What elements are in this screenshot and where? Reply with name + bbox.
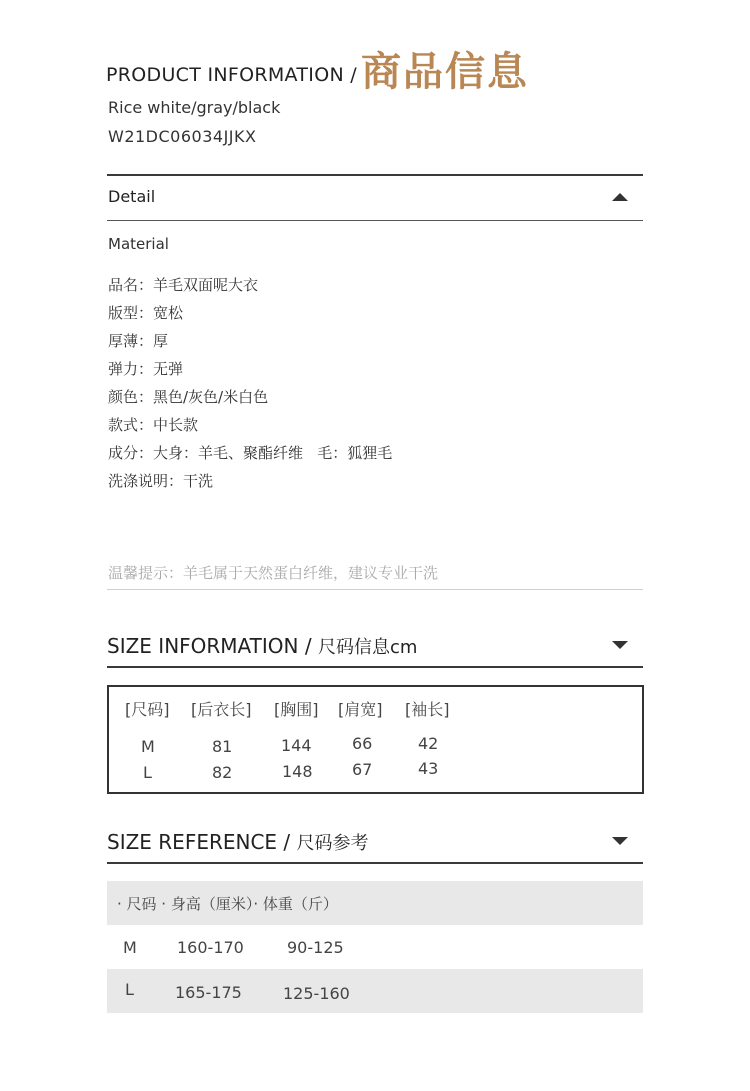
size-table-cell: 144 — [281, 736, 312, 755]
attribute-row: 厚薄：厚 — [108, 332, 169, 350]
attribute-row: 款式：中长款 — [108, 416, 199, 434]
size-ref-cell: M — [123, 938, 137, 957]
care-tip: 温馨提示：羊毛属于天然蛋白纤维，建议专业干洗 — [108, 564, 439, 582]
care-tip-divider — [107, 589, 643, 590]
size-table-header: [后衣长] — [191, 700, 252, 719]
product-info-heading: PRODUCT INFORMATION / — [106, 64, 357, 86]
size-ref-cell: 90-125 — [287, 938, 344, 957]
size-ref-title-en: SIZE REFERENCE / — [107, 830, 297, 854]
attribute-row: 品名：羊毛双面呢大衣 — [108, 276, 259, 294]
triangle-down-icon[interactable] — [612, 837, 628, 845]
size-table-cell: L — [143, 763, 152, 782]
size-table-cell: 43 — [418, 759, 439, 778]
product-colors: Rice white/gray/black — [108, 98, 281, 117]
size-table-header: [胸围] — [274, 700, 319, 719]
attribute-row: 颜色：黑色/灰色/米白色 — [108, 388, 269, 406]
product-info-heading-cn: 商品信息 — [361, 49, 529, 95]
size-ref-row — [107, 969, 643, 1013]
size-ref-row — [107, 925, 643, 969]
size-ref-title — [107, 829, 369, 855]
size-table-cell: 67 — [352, 760, 373, 779]
attribute-row: 洗涤说明：干洗 — [108, 472, 214, 490]
size-info-title-cn: 尺码信息cm — [317, 637, 418, 658]
size-table-cell: 148 — [282, 762, 313, 781]
size-info-title-en: SIZE INFORMATION / — [107, 634, 318, 658]
size-table-cell: 42 — [418, 734, 439, 753]
attribute-row: 版型：宽松 — [108, 304, 184, 322]
detail-bottom-divider — [107, 220, 643, 221]
size-ref-header: · 尺码 · 身高（厘米）· 体重（斤） — [117, 895, 338, 913]
size-table-cell: 81 — [212, 737, 233, 756]
material-label: Material — [108, 235, 169, 253]
product-sku: W21DC06034JJKX — [108, 127, 257, 146]
size-table — [107, 685, 644, 794]
attribute-row: 弹力：无弹 — [108, 360, 184, 378]
size-table-cell: 66 — [352, 734, 373, 753]
size-ref-header-row — [107, 881, 643, 925]
size-table-cell: M — [141, 737, 155, 756]
detail-title: Detail — [108, 187, 156, 206]
detail-accordion-header[interactable] — [107, 176, 643, 219]
size-ref-cell: 160-170 — [177, 938, 244, 957]
size-ref-cell: 165-175 — [175, 983, 242, 1002]
attribute-row: 成分：大身：羊毛、聚酯纤维 毛：狐狸毛 — [108, 444, 393, 462]
size-ref-divider — [107, 862, 643, 864]
size-ref-cell: 125-160 — [283, 984, 350, 1003]
size-info-title — [107, 633, 417, 659]
size-ref-cell: L — [125, 980, 134, 999]
size-info-divider — [107, 666, 643, 668]
size-table-header: [肩宽] — [338, 700, 383, 719]
size-ref-title-cn: 尺码参考 — [296, 833, 369, 854]
size-table-header: [袖长] — [405, 700, 450, 719]
size-table-cell: 82 — [212, 763, 233, 782]
size-table-header: [尺码] — [125, 700, 170, 719]
triangle-down-icon[interactable] — [612, 641, 628, 649]
triangle-up-icon[interactable] — [612, 193, 628, 201]
